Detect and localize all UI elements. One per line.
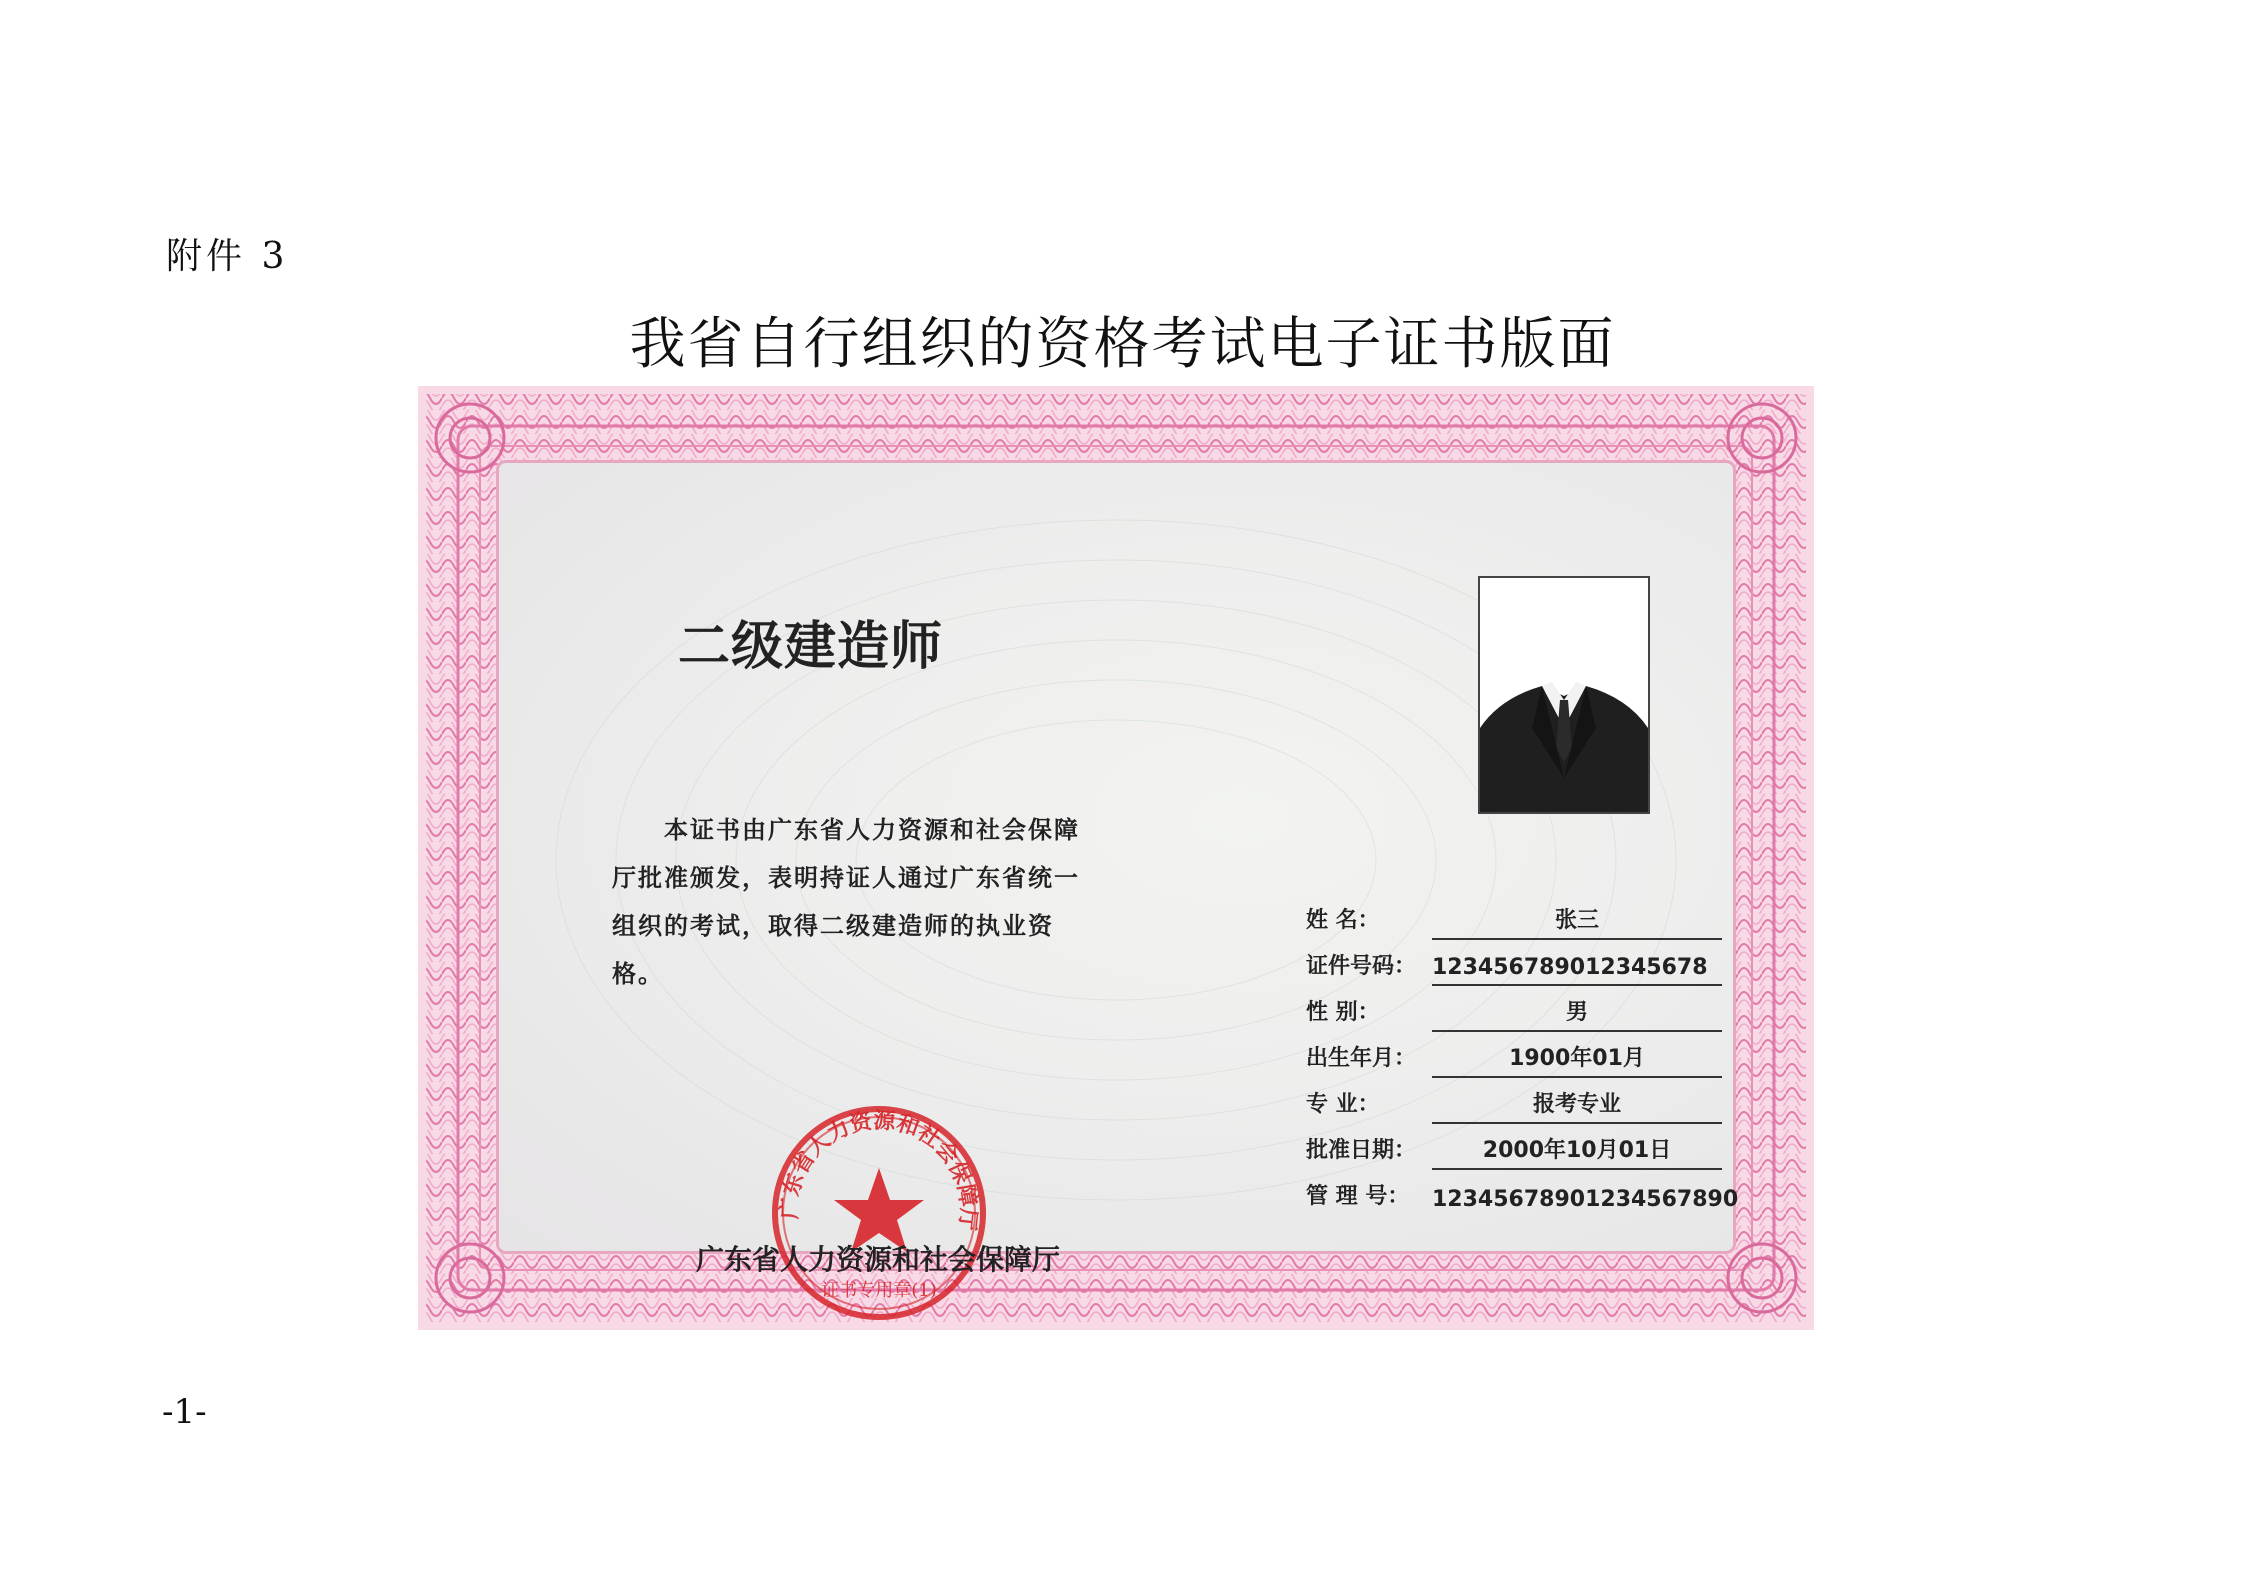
field-label: 管 理 号： <box>1306 1184 1410 1209</box>
field-row-major <box>1306 1078 1726 1124</box>
field-value: 1900年01月 <box>1432 1041 1722 1078</box>
svg-text:证书专用章(1): 证书专用章(1) <box>821 1280 937 1301</box>
field-label: 姓 名： <box>1306 908 1380 933</box>
field-value: 12345678901234567890 <box>1432 1187 1739 1212</box>
field-row-name <box>1306 894 1726 940</box>
holder-photo <box>1478 576 1650 814</box>
svg-text:广东省人力资源和社会保障厅: 广东省人力资源和社会保障厅 <box>776 1107 982 1232</box>
field-label: 证件号码： <box>1306 954 1417 979</box>
certificate <box>418 386 1814 1330</box>
field-row-id-number <box>1306 940 1726 986</box>
field-label: 专 业： <box>1306 1092 1380 1117</box>
field-row-management-number <box>1306 1170 1739 1216</box>
field-label: 批准日期： <box>1306 1138 1417 1163</box>
official-seal <box>766 1100 992 1326</box>
field-value: 男 <box>1432 995 1722 1032</box>
field-value: 张三 <box>1432 903 1722 940</box>
field-row-birth <box>1306 1032 1726 1078</box>
certificate-statement: 本证书由广东省人力资源和社会保障厅批准颁发，表明持证人通过广东省统一组织的考试，取得二级建造师的执业资格。 <box>612 816 1080 988</box>
holder-fields <box>1306 894 1739 1216</box>
field-value: 报考专业 <box>1432 1087 1722 1124</box>
certificate-body <box>496 460 1739 1301</box>
field-value: 2000年10月01日 <box>1432 1133 1722 1170</box>
field-value: 123456789012345678 <box>1432 955 1722 986</box>
field-row-gender <box>1306 986 1726 1032</box>
field-label: 性 别： <box>1306 1000 1380 1025</box>
field-label: 出生年月： <box>1306 1046 1417 1071</box>
page-title: 我省自行组织的资格考试电子证书版面 <box>629 312 1616 377</box>
attachment-label: 附件 3 <box>166 236 289 277</box>
page-number: -1- <box>162 1392 207 1432</box>
issuer-name: 广东省人力资源和社会保障厅 <box>696 1243 1061 1276</box>
field-row-approval-date <box>1306 1124 1726 1170</box>
certificate-title: 二级建造师 <box>678 617 944 677</box>
